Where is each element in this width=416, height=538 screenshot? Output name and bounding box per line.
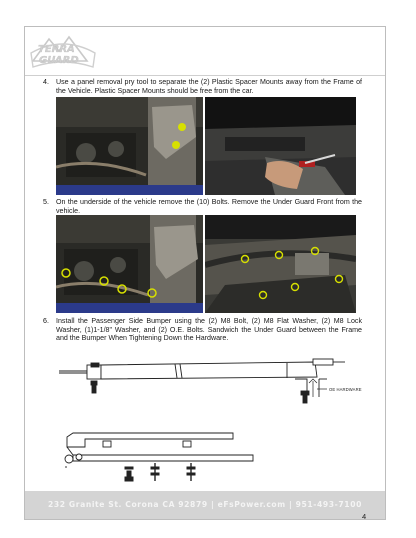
- terra-guard-logo: [29, 31, 97, 71]
- logo-text-line2: GUARD: [39, 55, 79, 66]
- oe-hardware-label: OE HARDWARE: [329, 387, 362, 392]
- step-4-photo-right: [205, 97, 356, 195]
- step-6-number: 6.: [43, 317, 49, 325]
- logo-text-line1: TERRA: [38, 44, 75, 55]
- manual-page: [24, 26, 386, 520]
- step-4-number: 4.: [43, 78, 49, 86]
- page-header: [25, 27, 385, 76]
- step-5-number: 5.: [43, 198, 49, 206]
- step-6-text: Install the Passenger Side Bumper using the (2) M8 Bolt, (2) M8 Flat Washer, (2) M8 Lock Washer, (1)1-1/8" Washer, and (2) O.E. Bolts. Sandwich the Under Guard between the Frame and the Bumper When Tightening Down the Hardware.: [56, 317, 362, 343]
- frame-rail-drawing: [59, 359, 345, 403]
- bumper-assembly-diagram: [55, 357, 355, 487]
- page-footer: [25, 491, 385, 519]
- step-4-photo-left: [56, 97, 203, 195]
- step-5-text: On the underside of the vehicle remove the (10) Bolts. Remove the Under Guard Front from the vehicle.: [56, 198, 362, 215]
- oe-hardware-callout: [309, 379, 327, 397]
- step-5-photo-left: [56, 215, 203, 313]
- step-5-photo-right: [205, 215, 356, 313]
- bumper-section-drawing: [65, 433, 253, 467]
- step-4-text: Use a panel removal pry tool to separate the (2) Plastic Spacer Mounts away from the Frame of the Vehicle. Plastic Spacer Mounts should be free from the car.: [56, 78, 362, 95]
- footer-contact-text: 232 Granite St. Corona CA 92879 | eFsPower.com | 951-493-7100: [48, 500, 362, 509]
- hardware-stack-drawing: [125, 463, 195, 481]
- page-number: 4: [362, 512, 367, 521]
